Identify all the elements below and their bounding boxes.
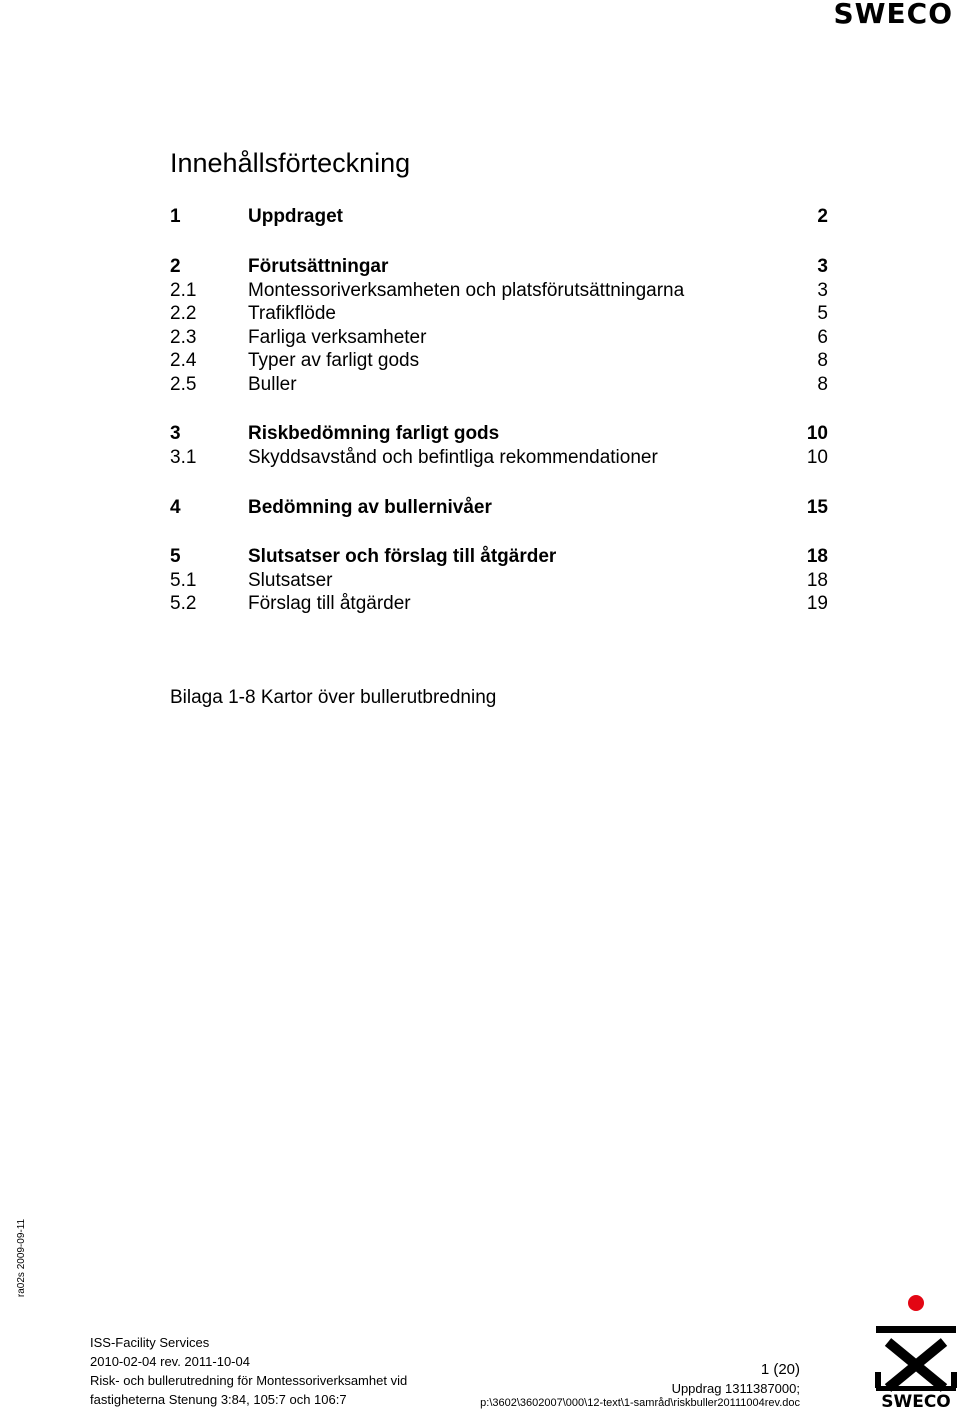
toc-entry-page: 18 [806,570,828,591]
toc-entry[interactable] [170,373,828,397]
sweco-logo-bottom [872,1294,960,1410]
footer-description-line1: Risk- och bullerutredning för Montessoriverksamhet vid [90,1373,408,1388]
toc-entry-page: 3 [817,256,828,277]
toc-entry-title: Riskbedömning farligt gods [248,423,500,444]
toc-title: Innehållsförteckning [170,148,411,178]
toc-entry-title: Typer av farligt gods [248,350,420,371]
toc-entry[interactable] [170,326,828,350]
sweco-emblem-icon [872,1294,960,1410]
toc-entry-number: 2.5 [170,374,197,395]
document-template-stamp: ra02s 2009-09-11 [16,1218,28,1298]
footer-file-path: p:\3602\3602007\000\12-text\1-samråd\riskbuller20111004rev.doc [480,1397,800,1409]
toc-entry-page: 19 [806,593,828,614]
toc-entry-page: 18 [806,546,828,567]
toc-entry-page: 10 [806,423,828,444]
footer-page-number: 1 (20) [760,1361,800,1378]
toc-entry-number: 4 [170,497,181,518]
toc-entry-title: Uppdraget [248,206,343,227]
toc-entry-number: 1 [170,206,181,227]
toc-entry-title: Bedömning av bullernivåer [248,497,492,518]
toc-entry[interactable] [170,446,828,470]
toc-entry-title: Förslag till åtgärder [248,593,411,614]
toc-entry-title: Buller [248,374,297,395]
toc-entry[interactable] [170,592,828,616]
toc-entry-number: 2 [170,256,181,277]
toc-entry-number: 5.1 [170,570,197,591]
toc-entry-number: 3.1 [170,447,197,468]
toc-entry-title: Trafikflöde [248,303,336,324]
toc-entry-page: 5 [817,303,828,324]
footer-assignment: Uppdrag 1311387000; [671,1381,800,1396]
toc-entry-number: 5.2 [170,593,197,614]
appendix-note: Bilaga 1-8 Kartor över bullerutbredning [170,687,497,708]
toc-entry[interactable] [170,302,828,326]
footer-description-line2: fastigheterna Stenung 3:84, 105:7 och 106:7 [90,1392,347,1407]
toc-entry-number: 2.3 [170,327,197,348]
toc-entry-page: 3 [817,280,828,301]
toc-entry-title: Montessoriverksamheten och platsförutsättningarna [248,280,685,301]
toc-entry-title: Farliga verksamheter [248,327,427,348]
toc-entry-number: 2.4 [170,350,197,371]
toc-entry-number: 2.2 [170,303,197,324]
footer-dates: 2010-02-04 rev. 2011-10-04 [90,1354,250,1369]
toc-entry[interactable] [170,349,828,373]
toc-entry-number: 3 [170,423,181,444]
toc-entry-page: 2 [817,206,828,227]
toc-entry-page: 8 [817,374,828,395]
toc-entry-number: 2.1 [170,280,197,301]
toc-entry[interactable] [170,496,828,520]
toc-entry[interactable] [170,255,828,279]
sweco-logo-top: SWECO [833,0,953,30]
logo-dot [908,1295,924,1311]
toc-entry-page: 8 [817,350,828,371]
toc-entry[interactable] [170,205,828,229]
toc-entry-number: 5 [170,546,181,567]
toc-entry-title: Slutsatser [248,570,333,591]
toc-entry-title: Förutsättningar [248,256,389,277]
footer-company: ISS-Facility Services [90,1335,210,1350]
toc-entry-page: 6 [817,327,828,348]
toc-entry[interactable] [170,422,828,446]
toc-entry[interactable] [170,279,828,303]
toc-entry[interactable] [170,545,828,569]
logo-bottom-text: SWECO [881,1392,951,1410]
toc-entry-title: Slutsatser och förslag till åtgärder [248,546,557,567]
toc-entry[interactable] [170,569,828,593]
toc-entry-title: Skyddsavstånd och befintliga rekommendationer [248,447,658,468]
toc-entry-page: 10 [806,447,828,468]
toc-entry-page: 15 [806,497,828,518]
